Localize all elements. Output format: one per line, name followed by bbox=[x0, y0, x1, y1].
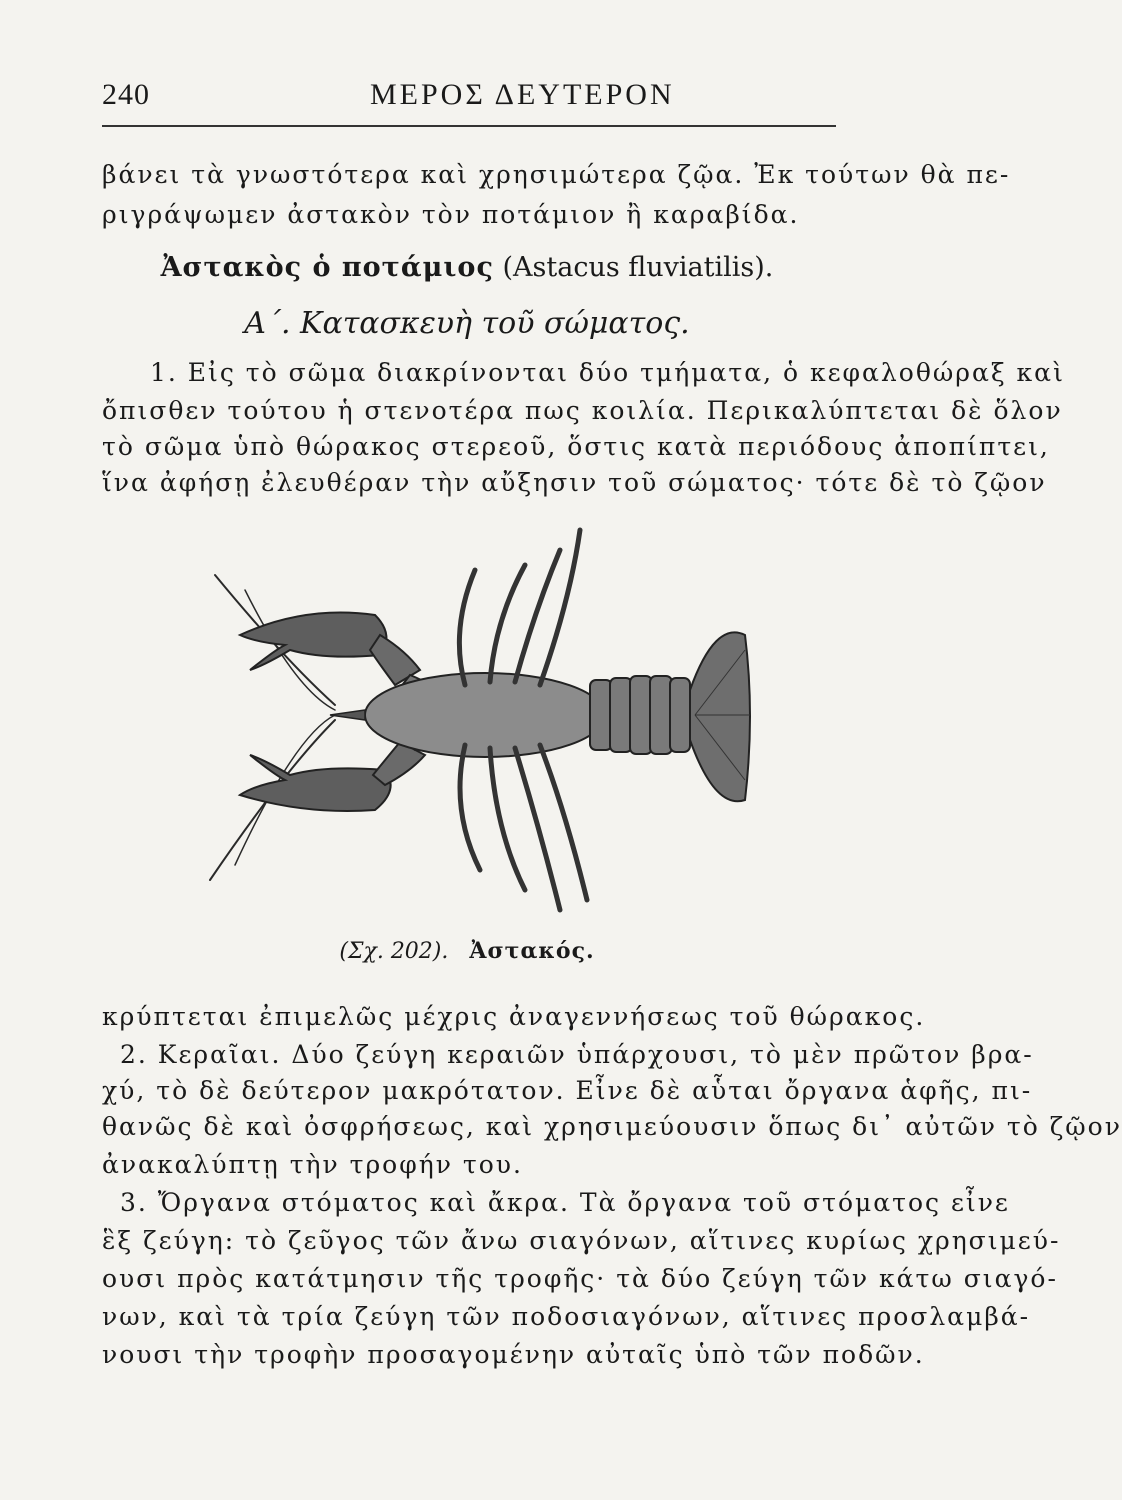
species-heading-latin: (Astacus fluviatilis). bbox=[502, 252, 774, 283]
running-header: ΜΕΡΟΣ ΔΕΥΤΕΡΟΝ bbox=[370, 78, 675, 111]
paragraph1-line-3: τὸ σῶμα ὑπὸ θώρακος στερεοῦ, ὅστις κατὰ περιόδους ἀποπίπτει, bbox=[102, 432, 1050, 461]
page-number: 240 bbox=[102, 78, 150, 111]
paragraph3-line-5: νουσι τὴν τροφὴν προσαγομένην αὐταῖς ὑπὸ τῶν ποδῶν. bbox=[102, 1340, 925, 1369]
header-rule bbox=[102, 125, 836, 127]
paragraph1-end: κρύπτεται ἐπιμελῶς μέχρις ἀναγεννήσεως τοῦ θώρακος. bbox=[102, 1002, 926, 1031]
paragraph2-line-1: 2. Κεραῖαι. Δύο ζεύγη κεραιῶν ὑπάρχουσι, τὸ μὲν πρῶτον βρα- bbox=[120, 1040, 1034, 1069]
paragraph2-line-3: θανῶς δὲ καὶ ὀσφρήσεως, καὶ χρησιμεύουσιν ὅπως δι᾽ αὐτῶν τὸ ζῷον bbox=[102, 1112, 1122, 1141]
intro-line-1: βάνει τὰ γνωστότερα καὶ χρησιμώτερα ζῷα. Ἐκ τούτων θὰ πε- bbox=[102, 160, 1011, 189]
paragraph1-line-2: ὄπισθεν τούτου ἡ στενοτέρα πως κοιλία. Περικαλύπτεται δὲ ὅλον bbox=[102, 396, 1063, 425]
paragraph3-line-3: ουσι πρὸς κατάτμησιν τῆς τροφῆς· τὰ δύο ζεύγη τῶν κάτω σιαγό- bbox=[102, 1264, 1058, 1293]
paragraph1-line-1: 1. Εἰς τὸ σῶμα διακρίνονται δύο τμήματα, ὁ κεφαλοθώραξ καὶ bbox=[150, 358, 1065, 387]
species-heading bbox=[0, 252, 934, 283]
figure-name: Ἀστακός. bbox=[469, 938, 595, 964]
cephalothorax bbox=[365, 673, 605, 757]
figure-label: (Σχ. 202). bbox=[339, 939, 449, 964]
crayfish-illustration bbox=[195, 510, 755, 930]
paragraph2-line-2: χύ, τὸ δὲ δεύτερον μακρότατον. Εἶνε δὲ αὗται ὄργανα ἁφῆς, πι- bbox=[102, 1076, 1033, 1105]
paragraph3-line-2: ἓξ ζεύγη: τὸ ζεῦγος τῶν ἄνω σιαγόνων, αἵτινες κυρίως χρησιμεύ- bbox=[102, 1226, 1061, 1255]
intro-line-2: ριγράψωμεν ἀστακὸν τὸν ποτάμιον ἢ καραβίδα. bbox=[102, 200, 800, 229]
tail-fan bbox=[690, 632, 750, 801]
paragraph3-line-1: 3. Ὄργανα στόματος καὶ ἄκρα. Τὰ ὄργανα τοῦ στόματος εἶνε bbox=[120, 1188, 1010, 1217]
species-heading-greek: Ἀστακὸς ὁ ποτάμιος bbox=[160, 252, 494, 283]
paragraph3-line-4: νων, καὶ τὰ τρία ζεύγη τῶν ποδοσιαγόνων, αἵτινες προσλαμβά- bbox=[102, 1302, 1031, 1331]
paragraph2-line-4: ἀνακαλύπτῃ τὴν τροφήν του. bbox=[102, 1150, 523, 1179]
figure-caption bbox=[0, 938, 934, 964]
abdomen bbox=[590, 676, 690, 754]
section-heading: Α΄. Κατασκευὴ τοῦ σώματος. bbox=[244, 306, 690, 341]
paragraph1-line-4: ἵνα ἀφήσῃ ἐλευθέραν τὴν αὔξησιν τοῦ σώματος· τότε δὲ τὸ ζῷον bbox=[102, 468, 1047, 497]
rostrum bbox=[330, 710, 365, 720]
